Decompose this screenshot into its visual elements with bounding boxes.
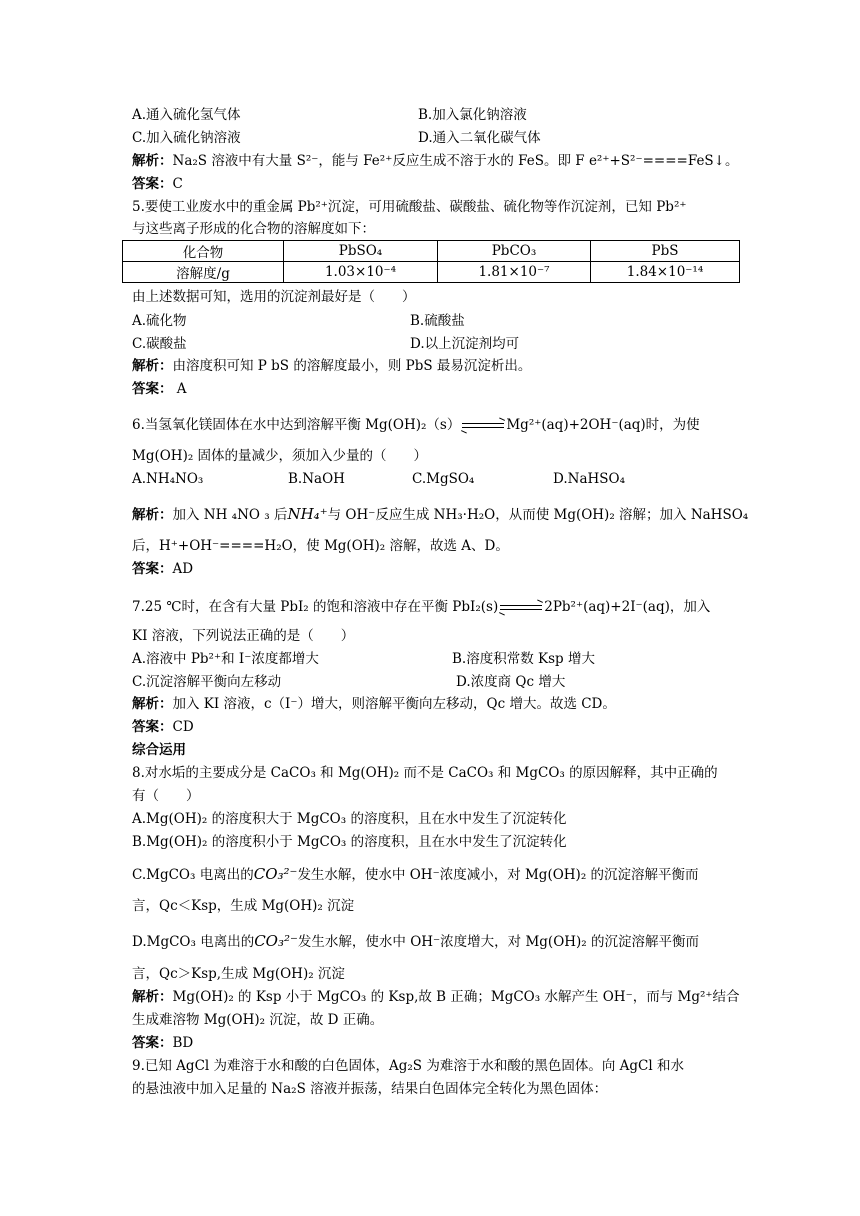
analysis-text: 加入 NH ₄NO ₃ 后 (172, 507, 288, 523)
carbonate-formula: CO₃²⁻ (253, 865, 298, 883)
q4-analysis (132, 152, 739, 170)
q5-stem-line1: 5.要使工业废水中的重金属 Pb²⁺沉淀，可用硫酸盐、碳酸盐、硫化物等作沉淀剂，已知 Pb²⁺ (132, 199, 687, 215)
q8-option-d-line1 (132, 932, 699, 951)
stem-text: 7.25 ℃时，在含有大量 PbI₂ 的饱和溶液中存在平衡 PbI₂(s) (132, 599, 499, 615)
table-cell: 1.84×10⁻¹⁴ (591, 262, 740, 283)
q5-question: 由上述数据可知，选用的沉淀剂最好是（ ） (132, 289, 416, 305)
q8-stem-line2: 有（ ） (132, 788, 200, 804)
q8-analysis-line1 (132, 988, 740, 1006)
q5-analysis (132, 357, 531, 375)
q5-stem-line2: 与这些离子形成的化合物的溶解度如下： (132, 221, 375, 237)
q9-stem-line1: 9.已知 AgCl 为难溶于水和酸的白色固体，Ag₂S 为难溶于水和酸的黑色固体。向 AgCl 和水 (132, 1058, 684, 1074)
answer-label: 答案： (132, 1035, 173, 1051)
q8-option-b: B.Mg(OH)₂ 的溶度积小于 MgCO₃ 的溶度积，且在水中发生了沉淀转化 (132, 834, 567, 850)
q7-stem-line1 (132, 598, 710, 616)
table-row (123, 262, 740, 283)
analysis-label: 解析： (132, 696, 173, 712)
stem-text: 6.当氢氧化镁固体在水中达到溶解平衡 Mg(OH)₂（s） (132, 417, 461, 433)
q8-answer (132, 1034, 193, 1052)
q6-analysis-line2: 后，H⁺+OH⁻====H₂O，使 Mg(OH)₂ 溶解，故选 A、D。 (132, 538, 509, 554)
q4-option-d: D.通入二氧化碳气体 (418, 130, 541, 146)
analysis-text: Mg(OH)₂ 的 Ksp 小于 MgCO₃ 的 Ksp,故 B 正确；MgCO₃ 水解产生 OH⁻，而与 Mg²⁺结合 (172, 989, 740, 1005)
q6-option-d: D.NaHSO₄ (553, 471, 625, 487)
table-header-cell: PbCO₃ (438, 241, 591, 262)
analysis-text: 加入 KI 溶液，c（I⁻）增大，则溶解平衡向左移动，Qc 增大。故选 CD。 (172, 696, 616, 712)
q7-answer (132, 718, 194, 736)
q7-stem-line2: KI 溶液，下列说法正确的是（ ） (132, 628, 355, 644)
table-cell: 溶解度/g (123, 262, 284, 283)
option-text: 发生水解，使水中 OH⁻浓度减小，对 Mg(OH)₂ 的沉淀溶解平衡而 (297, 867, 699, 883)
answer-text: C (172, 176, 183, 192)
q7-option-a: A.溶液中 Pb²⁺和 I⁻浓度都增大 (132, 651, 319, 667)
analysis-label: 解析： (132, 507, 173, 523)
q6-option-a: A.NH₄NO₃ (132, 471, 204, 487)
q5-option-b: B.硫酸盐 (410, 313, 465, 329)
table-cell: 1.03×10⁻⁴ (284, 262, 438, 283)
option-text: C.MgCO₃ 电离出的 (132, 867, 254, 883)
q5-option-d: D.以上沉淀剂均可 (410, 336, 520, 352)
equilibrium-arrow-icon (500, 603, 542, 613)
q4-answer (132, 175, 183, 193)
answer-text: A (172, 381, 187, 397)
q6-stem-line1 (132, 416, 700, 434)
q6-analysis-line1 (132, 505, 748, 524)
answer-text: BD (172, 1035, 194, 1051)
q8-option-a: A.Mg(OH)₂ 的溶度积大于 MgCO₃ 的溶度积，且在水中发生了沉淀转化 (132, 811, 567, 827)
solubility-table (122, 240, 740, 283)
q4-option-b: B.加入氯化钠溶液 (418, 107, 527, 123)
ammonium-formula: NH₄⁺ (287, 505, 328, 523)
q8-option-d-line2: 言，Qc＞Ksp,生成 Mg(OH)₂ 沉淀 (132, 966, 345, 982)
q8-analysis-line2: 生成难溶物 Mg(OH)₂ 沉淀，故 D 正确。 (132, 1012, 384, 1028)
q7-analysis (132, 695, 616, 713)
table-row (123, 241, 740, 262)
equilibrium-arrow-icon (462, 421, 504, 431)
q8-stem-line1: 8.对水垢的主要成分是 CaCO₃ 和 Mg(OH)₂ 而不是 CaCO₃ 和 MgCO₃ 的原因解释，其中正确的 (132, 765, 718, 781)
q6-answer (132, 560, 193, 578)
q6-option-c: C.MgSO₄ (412, 471, 475, 487)
q5-option-c: C.碳酸盐 (132, 336, 187, 352)
q5-option-a: A.硫化物 (132, 313, 187, 329)
analysis-label: 解析： (132, 153, 173, 169)
q4-option-a: A.通入硫化氢气体 (132, 107, 241, 123)
q6-stem-line2: Mg(OH)₂ 固体的量减少，须加入少量的（ ） (132, 448, 428, 464)
q6-option-b: B.NaOH (288, 471, 345, 487)
answer-label: 答案： (132, 381, 173, 397)
analysis-text: Na₂S 溶液中有大量 S²⁻，能与 Fe²⁺反应生成不溶于水的 FeS。即 F e²⁺+S²⁻====FeS↓。 (172, 153, 739, 169)
option-text: D.MgCO₃ 电离出的 (132, 934, 255, 950)
analysis-text: 由溶度积可知 P bS 的溶解度最小，则 PbS 最易沉淀析出。 (172, 358, 532, 374)
q7-option-b: B.溶度积常数 Ksp 增大 (452, 651, 595, 667)
answer-label: 答案： (132, 719, 173, 735)
stem-text: 2Pb²⁺(aq)+2I⁻(aq)，加入 (544, 599, 711, 615)
analysis-text: 与 OH⁻反应生成 NH₃·H₂O，从而使 Mg(OH)₂ 溶解；加入 NaHSO₄ (327, 507, 749, 523)
table-header-cell: 化合物 (123, 241, 284, 262)
answer-label: 答案： (132, 561, 173, 577)
table-header-cell: PbS (591, 241, 740, 262)
answer-text: AD (172, 561, 194, 577)
q8-option-c-line2: 言，Qc＜Ksp，生成 Mg(OH)₂ 沉淀 (132, 898, 355, 914)
analysis-label: 解析： (132, 989, 173, 1005)
answer-text: CD (172, 719, 194, 735)
option-text: 发生水解，使水中 OH⁻浓度增大，对 Mg(OH)₂ 的沉淀溶解平衡而 (297, 934, 700, 950)
q4-option-c: C.加入硫化钠溶液 (132, 130, 241, 146)
answer-label: 答案： (132, 176, 173, 192)
analysis-label: 解析： (132, 358, 173, 374)
section-heading: 综合运用 (132, 742, 186, 758)
q7-option-c: C.沉淀溶解平衡向左移动 (132, 674, 282, 690)
stem-text: Mg²⁺(aq)+2OH⁻(aq)时，为使 (506, 417, 700, 433)
carbonate-formula: CO₃²⁻ (254, 932, 298, 950)
q7-option-d: D.浓度商 Qc 增大 (456, 674, 566, 690)
q5-answer (132, 380, 187, 398)
table-cell: 1.81×10⁻⁷ (438, 262, 591, 283)
q8-option-c-line1 (132, 865, 699, 884)
q9-stem-line2: 的悬浊液中加入足量的 Na₂S 溶液并振荡，结果白色固体完全转化为黑色固体： (132, 1081, 608, 1097)
table-header-cell: PbSO₄ (284, 241, 438, 262)
